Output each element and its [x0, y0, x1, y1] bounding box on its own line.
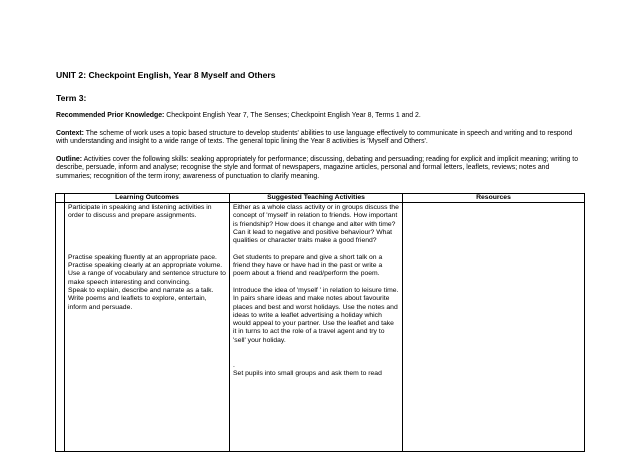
resources-cell — [403, 203, 585, 452]
outcome-participate: Participate in speaking and listening activities in order to discuss and prepare assignments. — [68, 204, 212, 220]
outcome-fluency: Practise speaking fluently at an appropriate pace. — [68, 253, 217, 261]
context-paragraph — [56, 130, 586, 147]
header-blank — [56, 194, 65, 203]
prior-knowledge-text: Checkpoint English Year 7, The Senses; Checkpoint English Year 8, Terms 1 and 2. — [164, 112, 421, 119]
outcome-explain: Speak to explain, describe and narrate as a talk. Write poems and leaflets to explore, entertain, inform and persuade. — [68, 287, 214, 311]
prior-knowledge-paragraph — [56, 112, 586, 120]
prior-knowledge-label: Recommended Prior Knowledge: — [56, 112, 165, 119]
activity-short-talk: Get students to prepare and give a short talk on a friend they have or have had in the past or write a poem about a friend and read/perform the poem. — [233, 253, 383, 278]
outcome-clarity: Practise speaking clearly at an appropriate volume. — [68, 262, 223, 270]
outline-label: Outline: — [56, 156, 83, 163]
header-resources: Resources — [403, 194, 585, 203]
table-header-row — [56, 194, 585, 203]
term-heading: Term 3: — [56, 93, 87, 103]
learning-outcomes-cell — [65, 203, 230, 452]
context-label: Context: — [56, 130, 84, 137]
header-teaching-activities: Suggested Teaching Activities — [230, 194, 403, 203]
context-text: The scheme of work uses a topic based structure to develop students' abilities to use language effectively to communicate in speech and writing and to respond with understanding and insight to a wide range of texts. The general topic lining the Year 8 activities is 'Myself and Others'. — [56, 130, 573, 146]
activity-dot: . — [233, 361, 235, 369]
header-learning-outcomes: Learning Outcomes — [65, 194, 230, 203]
outline-text: Activities cover the following skills: seaking appropriately for performance; discussing, debating and persuading; reading for explicit and implicit meaning; writing to describe, persuade, inform and analyse; recognise the style and format of newspapers, magazine articles, personal and formal letters, leaflets, reviews; notes and summaries; recognition of the term irony; awareness of punctuation to clarify meaning. — [56, 156, 579, 180]
outline-paragraph — [56, 156, 586, 181]
table-row — [56, 203, 585, 452]
activity-friendship-discussion: Either as a whole class activity or in groups discuss the concept of 'myself' in relation to friends. How important is friendship? How does it change and alter with time? Can it lead to negative and positive behaviour? What qualities or character traits make a good friend? — [233, 204, 399, 245]
activity-leisure-time: Introduce the idea of 'myself ' in relation to leisure time. — [233, 286, 399, 294]
activity-small-groups: Set pupils into small groups and ask them to read — [233, 369, 382, 377]
outcome-vocabulary: Use a range of vocabulary and sentence structure to make speech interesting and convincing. — [68, 270, 226, 286]
activity-holiday-leaflet: In pairs share ideas and make notes about favourite places and best and worst holidays. Use the notes and ideas to write a leaflet advertising a holiday which would appeal to your partner. Use the leaflet and take it in turns to act the role of a travel agent and try to 'sell' your holiday. — [233, 295, 398, 344]
scheme-of-work-table — [55, 193, 585, 452]
row-index-cell — [56, 203, 65, 452]
unit-title: UNIT 2: Checkpoint English, Year 8 Myself and Others — [56, 70, 276, 80]
teaching-activities-cell — [230, 203, 403, 452]
